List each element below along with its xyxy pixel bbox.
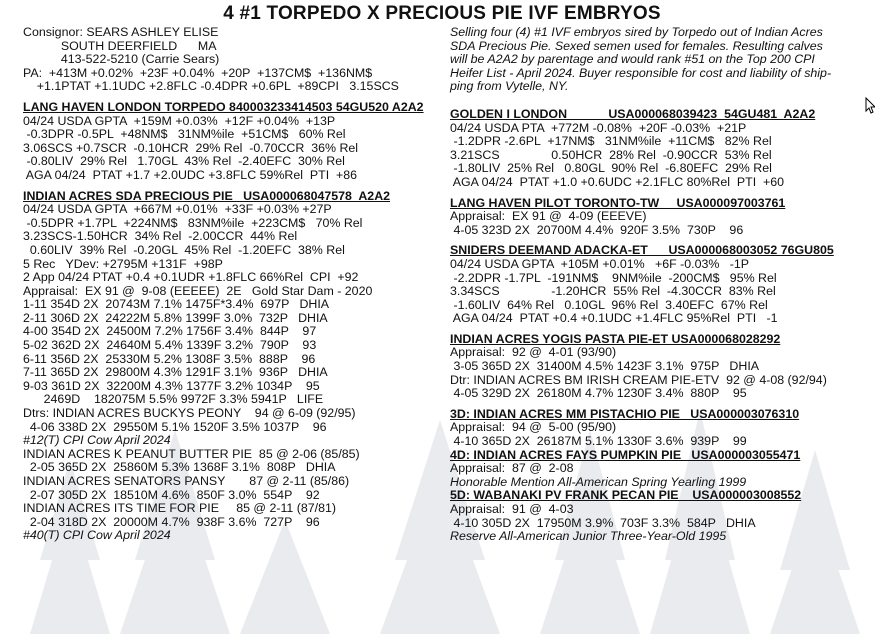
record-line: 2469D 182075M 5.5% 9972F 3.3% 5941P LIFE: [23, 392, 324, 407]
note-line: Reserve All-American Junior Three-Year-Old 1995: [450, 529, 727, 544]
record-line: 04/24 USDA GPTA +159M +0.03% +12F +0.04% +13P: [23, 113, 336, 128]
record-line: AGA 04/24 PTAT +0.4 +0.1UDC +1.4FLC 95%Rel PTI -1: [450, 311, 778, 326]
record-line: -2.2DPR -1.7PL -191NM$ 9NM%ile -200CM$ 95% Rel: [450, 270, 777, 285]
record-line: 3.06SCS +0.7SCR -0.10HCR 29% Rel -0.70CCR 36% Rel: [23, 140, 359, 155]
record-line: 0.60LIV 39% Rel -0.20GL 45% Rel -1.20EFC 38% Rel: [23, 242, 345, 257]
record-line: 2-05 365D 2X 25860M 5.3% 1368F 3.1% 808P DHIA: [23, 460, 336, 475]
record-line: -0.3DPR -0.5PL +48NM$ 31NM%ile +51CM$ 60% Rel: [23, 127, 346, 142]
record-line: -0.80LIV 29% Rel 1.70GL 43% Rel -2.40EFC 30% Rel: [23, 154, 345, 169]
record-line: +1.1PTAT +1.1UDC +2.8FLC -0.4DPR +0.6PL +89CPI 3.15SCS: [23, 79, 399, 94]
record-line: -1.2DPR -2.6PL +17NM$ 31NM%ile +11CM$ 82% Rel: [450, 134, 772, 149]
record-line: 2 App 04/24 PTAT +0.4 +0.1UDR +1.8FLC 66%Rel CPI +92: [23, 270, 359, 285]
record-line: Dtrs: INDIAN ACRES BUCKYS PEONY 94 @ 6-09 (92/95): [23, 406, 356, 421]
record-line: -0.5DPR +1.7PL +224NM$ 83NM%ile +223CM$ 70% Rel: [23, 215, 363, 230]
record-line: 2-11 306D 2X 24222M 5.8% 1399F 3.0% 732P DHIA: [23, 310, 328, 325]
record-line: 4-10 305D 2X 17950M 3.9% 703F 3.3% 584P DHIA: [450, 515, 756, 530]
record-line: INDIAN ACRES ITS TIME FOR PIE 85 @ 2-11 (87/81): [23, 501, 337, 516]
right-column: [450, 26, 868, 544]
mouse-pointer-icon: [865, 97, 875, 115]
record-line: 3.23SCS-1.50HCR 34% Rel -2.00CCR 44% Rel: [23, 229, 298, 244]
record-line: Appraisal: 94 @ 5-00 (95/90): [450, 420, 617, 435]
animal-heading: 4D: INDIAN ACRES FAYS PUMPKIN PIE USA000003055471: [450, 447, 801, 462]
record-line: 4-05 329D 2X 26180M 4.7% 1230F 3.4% 880P 95: [450, 386, 747, 401]
note-line: Selling four (4) #1 IVF embryos sired by Torpedo out of Indian Acres: [450, 25, 823, 39]
note-line: ping from Vytelle, NY.: [450, 79, 569, 94]
record-line: Appraisal: EX 91 @ 4-09 (EEEVE): [450, 209, 647, 224]
record-line: 4-00 354D 2X 24500M 7.2% 1756F 3.4% 844P 97: [23, 324, 317, 339]
record-line: 4-10 365D 2X 26187M 5.1% 1330F 3.6% 939P 99: [450, 434, 747, 449]
animal-heading: 5D: WABANAKI PV FRANK PECAN PIE USA000003008552: [450, 488, 802, 503]
record-line: 3-05 365D 2X 31400M 4.5% 1423F 3.1% 975P DHIA: [450, 359, 760, 374]
record-line: AGA 04/24 PTAT +1.7 +2.0UDC +3.8FLC 59%Rel PTI +86: [23, 167, 358, 182]
record-line: INDIAN ACRES SENATORS PANSY 87 @ 2-11 (85/86): [23, 474, 350, 488]
record-line: AGA 04/24 PTAT +1.0 +0.6UDC +2.1FLC 80%Rel PTI +60: [450, 174, 785, 189]
record-line: 6-11 356D 2X 25330M 5.2% 1308F 3.5% 888P 96: [23, 351, 316, 366]
note-line: Honorable Mention All-American Spring Yearling 1999: [450, 474, 747, 489]
animal-heading: 3D: INDIAN ACRES MM PISTACHIO PIE USA000003076310: [450, 406, 800, 421]
record-line: PA: +413M +0.02% +23F +0.04% +20P +137CM$ +136NM$: [23, 65, 373, 80]
record-line: 5-02 362D 2X 24640M 5.4% 1339F 3.2% 790P 93: [23, 338, 317, 353]
record-line: 2-07 305D 2X 18510M 4.6% 850F 3.0% 554P 92: [23, 487, 320, 502]
animal-heading: LANG HAVEN PILOT TORONTO-TW USA000097003761: [450, 195, 786, 210]
record-line: 5 Rec YDev: +2795M +131F +98P: [23, 256, 223, 271]
animal-heading: SNIDERS DEEMAND ADACKA-ET USA000068003052 76GU805: [450, 243, 834, 258]
record-line: Dtr: INDIAN ACRES BM IRISH CREAM PIE-ETV 92 @ 4-08 (92/94): [450, 372, 827, 387]
record-line: 3.34SCS -1.20HCR 55% Rel -4.30CCR 83% Rel: [450, 284, 776, 299]
animal-heading: INDIAN ACRES YOGIS PASTA PIE-ET USA000068028292: [450, 331, 781, 346]
record-line: Consignor: SEARS ASHLEY ELISE: [23, 25, 219, 39]
note-line: will be A2A2 by parentage and would rank #51 on the Top 200 CPI: [450, 52, 815, 67]
record-line: 4-06 338D 2X 29550M 5.1% 1520F 3.5% 1037P 96: [23, 419, 327, 434]
record-line: -1.80LIV 25% Rel 0.80GL 90% Rel -6.80EFC 29% Rel: [450, 161, 772, 176]
record-line: 04/24 USDA PTA +772M -0.08% +20F -0.03% +21P: [450, 120, 747, 135]
note-line: #12(T) CPI Cow April 2024: [23, 433, 171, 448]
spacer: [450, 94, 868, 101]
record-line: 04/24 USDA GPTA +105M +0.01% +6F -0.03% -1P: [450, 256, 750, 271]
record-line: SOUTH DEERFIELD MA: [23, 38, 217, 53]
record-line: INDIAN ACRES K PEANUT BUTTER PIE 85 @ 2-06 (85/85): [23, 446, 360, 461]
record-line: 2-04 318D 2X 20000M 4.7% 938F 3.6% 727P 96: [23, 514, 320, 529]
page-title: 4 #1 TORPEDO X PRECIOUS PIE IVF EMBRYOS: [223, 3, 661, 24]
animal-heading: LANG HAVEN LONDON TORPEDO 840003233414503 54GU520 A2A2: [23, 99, 424, 114]
record-line: 413-522-5210 (Carrie Sears): [23, 52, 220, 67]
note-line: Heifer List - April 2024. Buyer responsible for cost and liability of ship-: [450, 65, 832, 80]
record-line: 4-05 323D 2X 20700M 4.4% 920F 3.5% 730P 96: [450, 222, 744, 237]
record-line: 04/24 USDA GPTA +667M +0.01% +33F +0.03% +27P: [23, 202, 332, 217]
record-line: 7-11 365D 2X 29800M 4.3% 1291F 3.1% 936P DHIA: [23, 365, 328, 380]
record-line: 1-11 354D 2X 20743M 7.1% 1475F*3.4% 697P DHIA: [23, 297, 330, 312]
record-line: Appraisal: EX 91 @ 9-08 (EEEEE) 2E Gold Star Dam - 2020: [23, 283, 373, 298]
record-line: 9-03 361D 2X 32200M 4.3% 1377F 3.2% 1034P 95: [23, 378, 320, 393]
left-column: [23, 26, 443, 543]
record-line: 3.21SCS 0.50HCR 28% Rel -0.90CCR 53% Rel: [450, 147, 772, 162]
animal-heading: GOLDEN I LONDON USA000068039423 54GU481 A2A2: [450, 106, 816, 121]
animal-heading: INDIAN ACRES SDA PRECIOUS PIE USA000068047578 A2A2: [23, 188, 391, 203]
record-line: Appraisal: 87 @ 2-08: [450, 461, 574, 476]
record-line: Appraisal: 92 @ 4-01 (93/90): [450, 345, 617, 360]
note-line: SDA Precious Pie. Sexed semen used for females. Resulting calves: [450, 38, 823, 53]
record-line: -1.60LIV 64% Rel 0.10GL 96% Rel 3.40EFC 67% Rel: [450, 297, 768, 312]
note-line: #40(T) CPI Cow April 2024: [23, 528, 171, 543]
record-line: Appraisal: 91 @ 4-03: [450, 502, 574, 516]
